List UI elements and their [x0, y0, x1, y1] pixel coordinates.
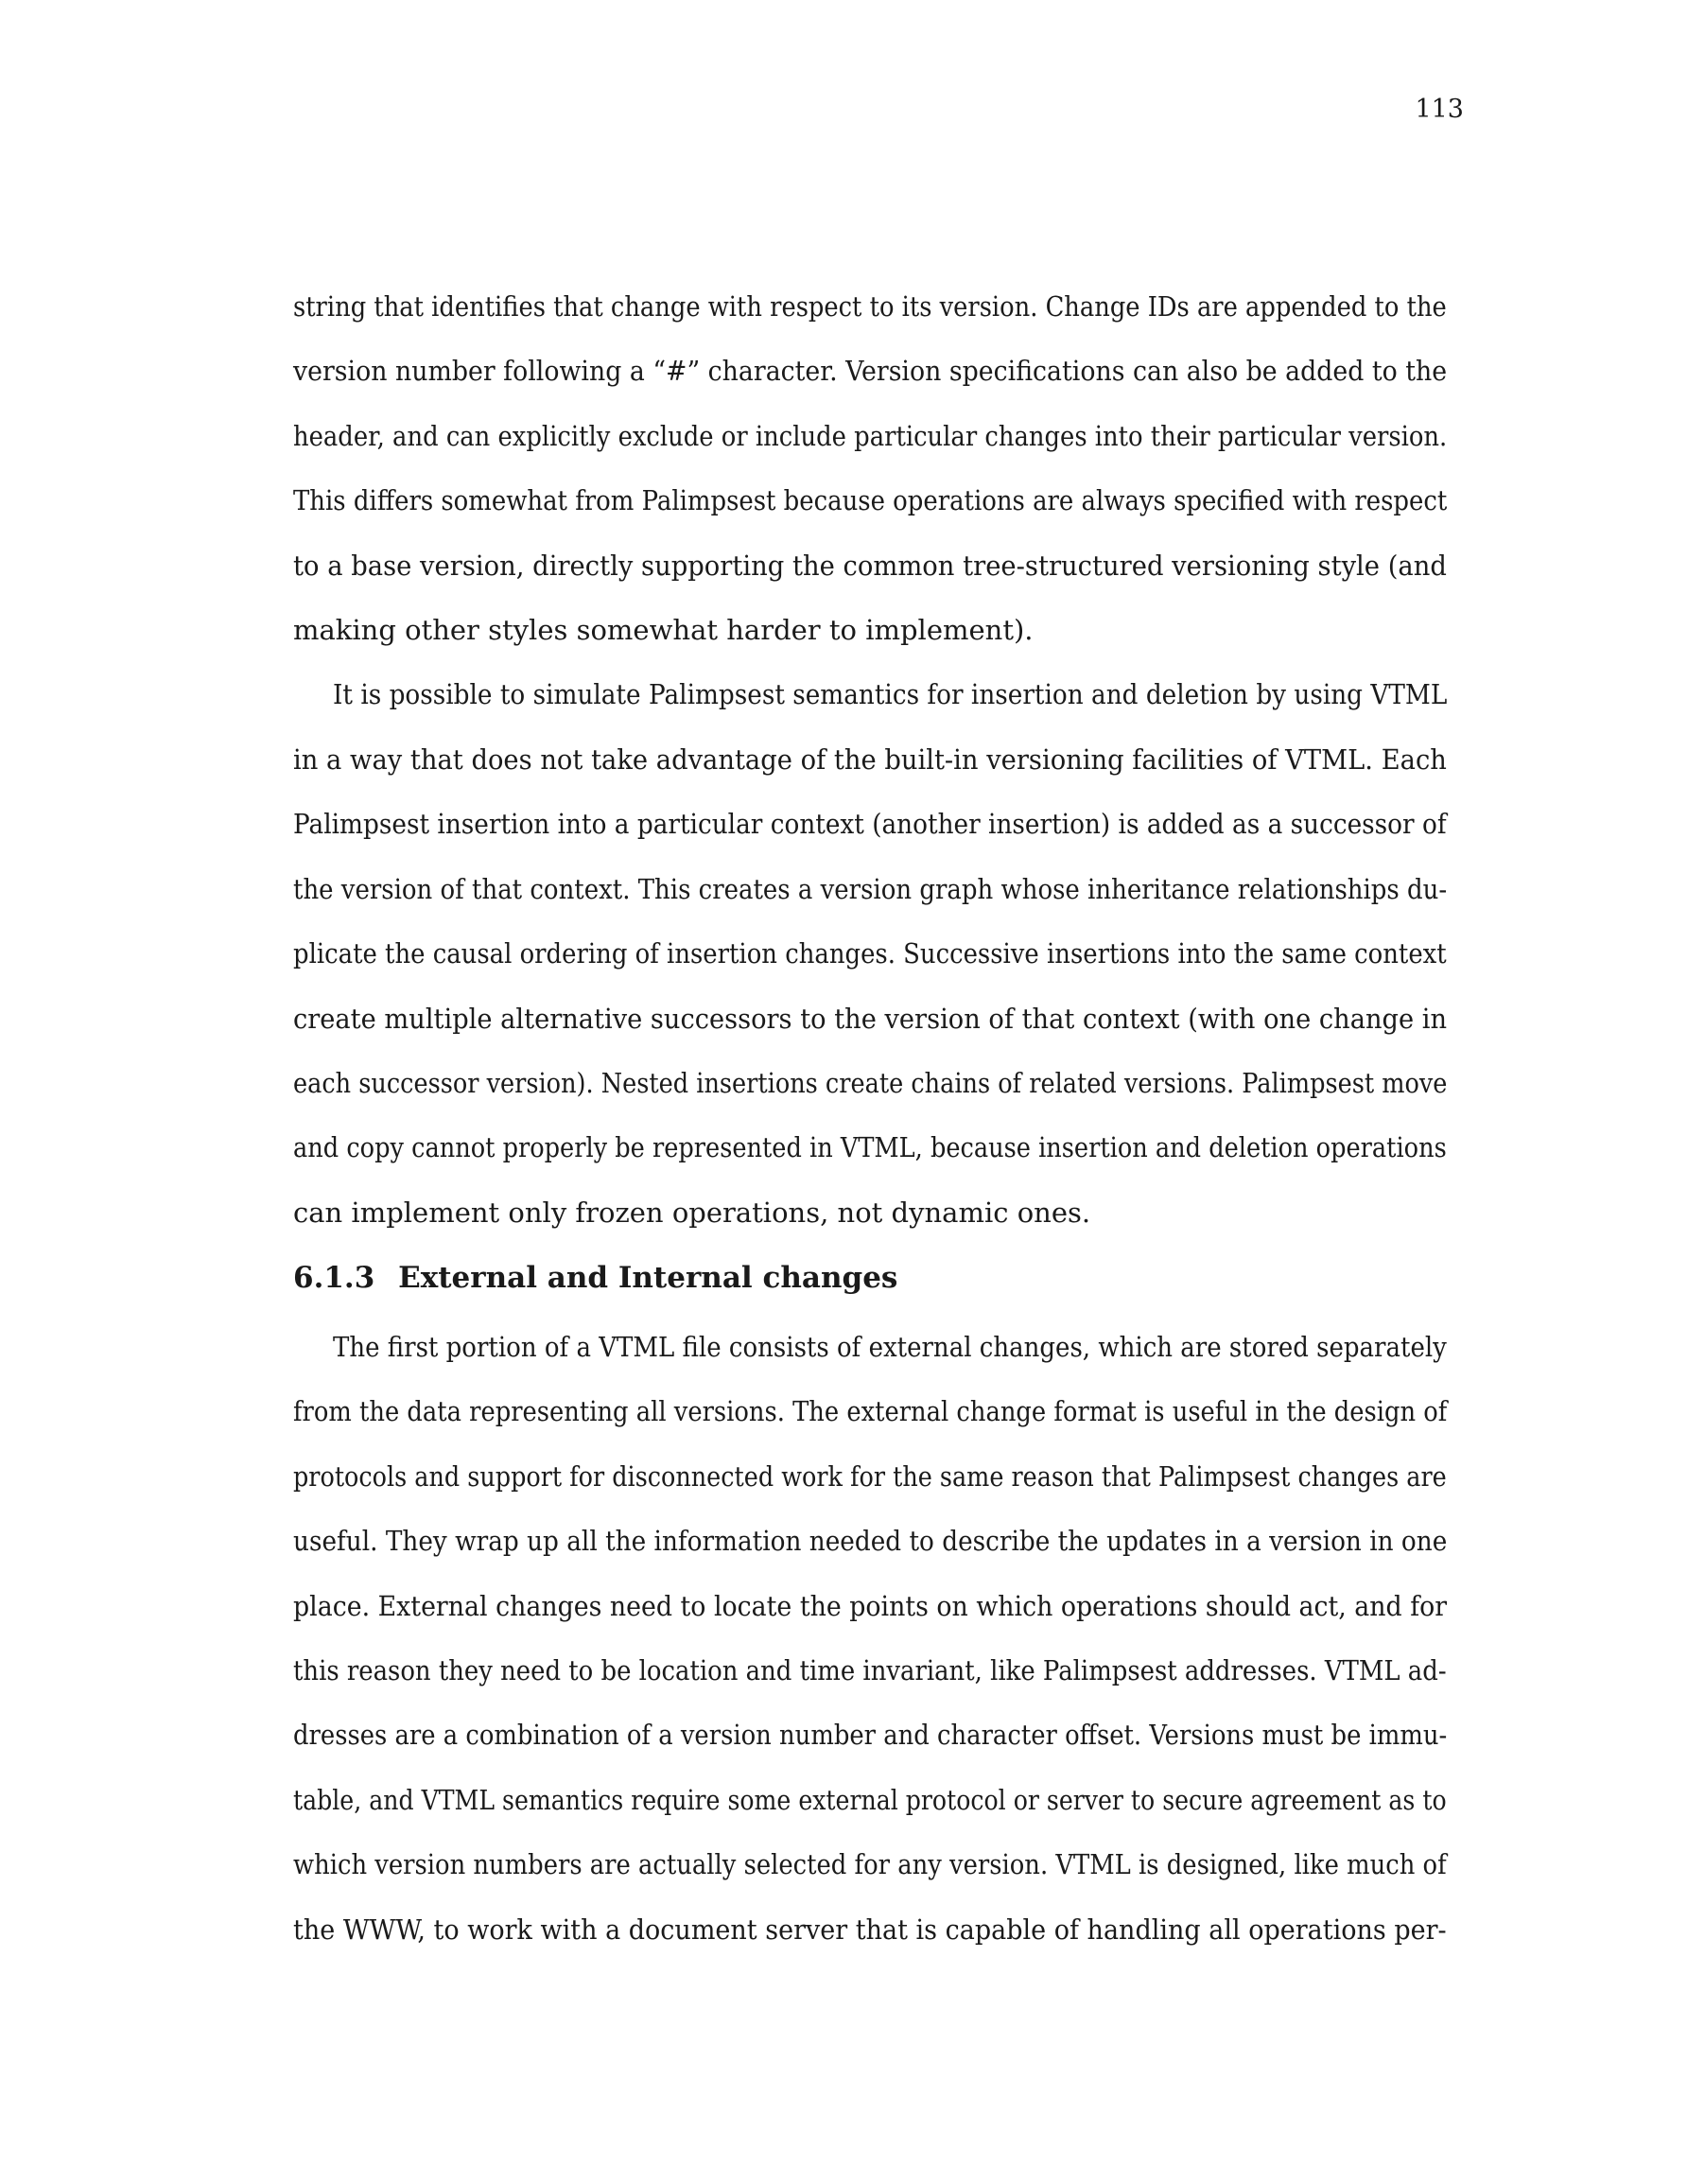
- paragraph-2-line-3: Palimpsest insertion into a particular context (another insertion) is added as a successor of: [293, 808, 1447, 840]
- paragraph-3-line-7: dresses are a combination of a version number and character offset. Versions must be immu-: [293, 1719, 1448, 1751]
- paragraph-3-line-1: The first portion of a VTML file consists of external changes, which are stored separately: [333, 1331, 1447, 1363]
- paragraph-3-line-9: which version numbers are actually selected for any version. VTML is designed, like much of: [293, 1848, 1447, 1880]
- paragraph-2-line-6: create multiple alternative successors to the version of that context (with one change in: [293, 1003, 1448, 1035]
- paragraph-3-line-3: protocols and support for disconnected work for the same reason that Palimpsest changes are: [293, 1460, 1447, 1493]
- paragraph-3-line-8: table, and VTML semantics require some external protocol or server to secure agreement as to: [293, 1784, 1447, 1816]
- paragraph-1-line-3: header, and can explicitly exclude or include particular changes into their particular version.: [293, 420, 1448, 452]
- paragraph-3-line-4: useful. They wrap up all the information needed to describe the updates in a version in one: [293, 1525, 1448, 1557]
- paragraph-2-line-4: the version of that context. This creates a version graph whose inheritance relationships du-: [293, 873, 1448, 905]
- section-heading: [293, 1261, 898, 1295]
- section-title: External and Internal changes: [398, 1261, 898, 1295]
- paragraph-1-line-5: to a base version, directly supporting the common tree-structured versioning style (and: [293, 550, 1447, 582]
- paragraph-1-line-2: version number following a “#” character. Version specifications can also be added to the: [293, 355, 1448, 387]
- paragraph-2-line-1: It is possible to simulate Palimpsest semantics for insertion and deletion by using VTML: [333, 678, 1448, 710]
- paragraph-2-line-5: plicate the causal ordering of insertion changes. Successive insertions into the same context: [293, 937, 1447, 970]
- paragraph-3-line-10: the WWW, to work with a document server that is capable of handling all operations per-: [293, 1913, 1447, 1946]
- paragraph-3-line-2: from the data representing all versions. The external change format is useful in the design of: [293, 1395, 1448, 1427]
- paragraph-2-line-2: in a way that does not take advantage of the built-in versioning facilities of VTML. Each: [293, 743, 1447, 776]
- paragraph-1-line-1: string that identifies that change with respect to its version. Change IDs are appended to the: [293, 290, 1447, 323]
- paragraph-3-line-5: place. External changes need to locate the points on which operations should act, and for: [293, 1590, 1448, 1622]
- paragraph-3-line-6: this reason they need to be location and time invariant, like Palimpsest addresses. VTML ad-: [293, 1654, 1447, 1686]
- paragraph-1-line-4: This differs somewhat from Palimpsest because operations are always specified with respect: [293, 484, 1448, 516]
- page-number: 113: [1415, 95, 1464, 124]
- paragraph-2-line-9: can implement only frozen operations, not dynamic ones.: [293, 1197, 1091, 1229]
- paragraph-2-line-8: and copy cannot properly be represented in VTML, because insertion and deletion operations: [293, 1131, 1447, 1163]
- section-number: 6.1.3: [293, 1261, 375, 1295]
- paragraph-2-line-7: each successor version). Nested insertions create chains of related versions. Palimpsest move: [293, 1067, 1448, 1099]
- paragraph-1-line-6: making other styles somewhat harder to implement).: [293, 614, 1034, 646]
